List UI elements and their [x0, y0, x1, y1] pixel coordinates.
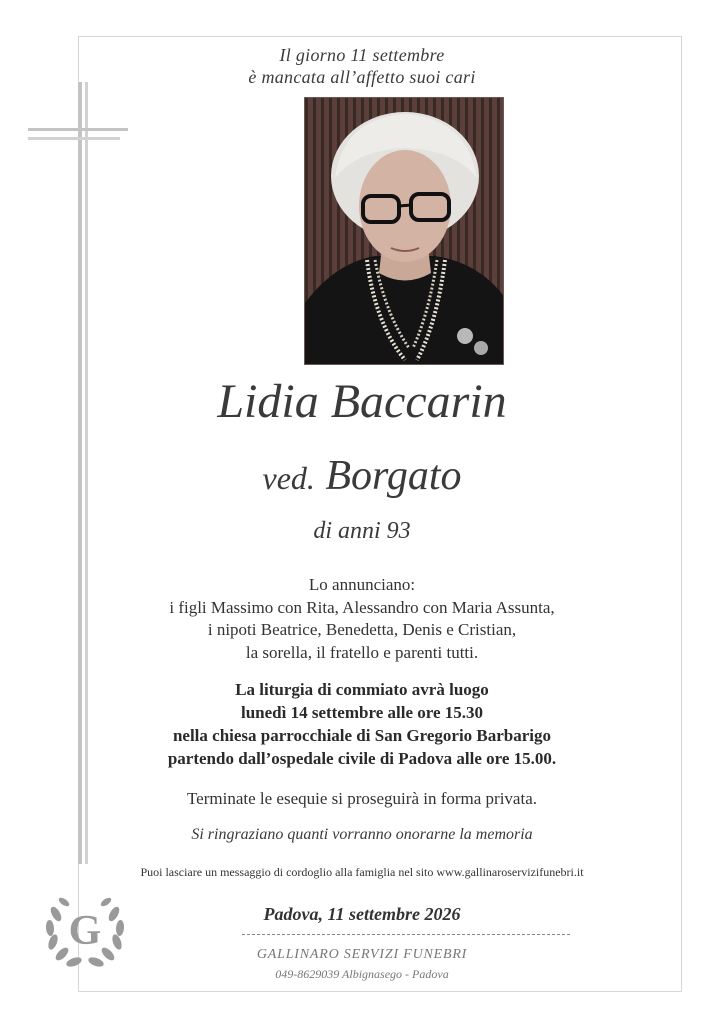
deceased-name: Lidia Baccarin [217, 375, 507, 428]
cross-arm-shadow [28, 137, 120, 140]
logo-letter: G [68, 908, 102, 954]
liturgy-line: lunedì 14 settembre alle ore 15.30 [240, 703, 484, 722]
announcement-line: i nipoti Beatrice, Benedetta, Denis e Cristian, [207, 620, 517, 639]
intro-line-2: è mancata all’affetto suoi cari [248, 67, 476, 87]
widow-of [0, 452, 724, 502]
deceased-age: di anni 93 [313, 518, 411, 544]
intro-line-1: Il giorno 11 settembre [279, 45, 445, 65]
company-contact: 049-8629039 Albignasego - Padova [275, 967, 449, 981]
announcement-line: la sorella, il fratello e parenti tutti. [245, 642, 479, 662]
liturgy-line: partendo dall’ospedale civile di Padova alle ore 15.00. [167, 749, 557, 768]
private-note: Terminate le esequie si proseguirà in forma privata. [186, 789, 537, 808]
company-logo [40, 884, 130, 974]
announcement-line: Lo annunciano: [308, 575, 416, 594]
condolence-message: Puoi lasciare un messaggio di cordoglio alla famiglia nel sito www.gallinaroservizifunebri.it [140, 865, 584, 879]
liturgy-line: La liturgia di commiato avrà luogo [235, 680, 489, 699]
cross-arm [28, 128, 128, 131]
widow-prefix: ved. [262, 460, 315, 496]
widow-surname: Borgato [325, 453, 462, 499]
announcement-line: i figli Massimo con Rita, Alessandro con Maria Assunta, [169, 597, 555, 617]
liturgy-block [0, 678, 724, 770]
portrait-photo [304, 97, 504, 365]
divider [242, 934, 570, 935]
thanks-note: Si ringraziano quanti vorranno onorarne la memoria [191, 826, 533, 843]
liturgy-line: nella chiesa parrocchiale di San Gregorio Barbarigo [172, 726, 552, 745]
company-name: GALLINARO SERVIZI FUNEBRI [256, 947, 468, 962]
place-date: Padova, 11 settembre 2026 [263, 904, 461, 924]
announcement-block [0, 574, 724, 664]
intro-text [0, 44, 724, 88]
